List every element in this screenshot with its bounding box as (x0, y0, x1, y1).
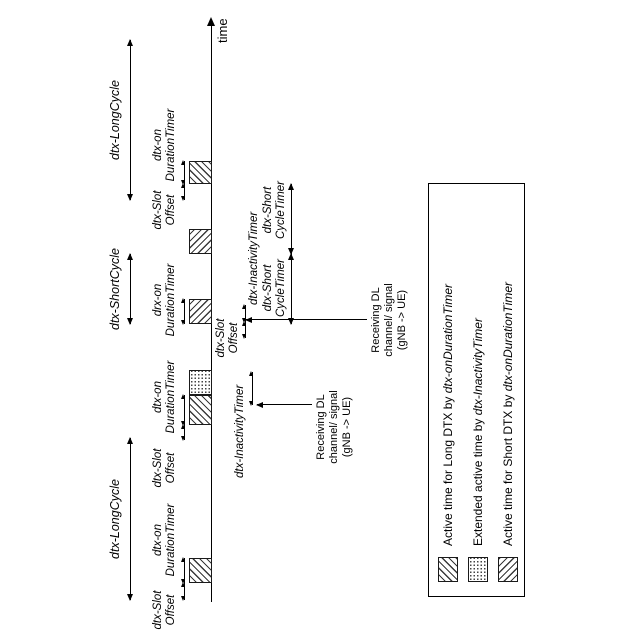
slot-offset-label-c-line1: dtx-Slot (215, 318, 227, 358)
legend-text-short-dtx-term: dtx-onDurationTimer (501, 282, 515, 392)
receiving-dl-callout-1 (315, 390, 355, 463)
long-cycle-left-label: dtx-LongCycle (108, 479, 122, 559)
short-cycle-timer-label-1 (262, 259, 288, 317)
short-cycle-timer-label-2 (262, 181, 288, 239)
short-cycle-label: dtx-ShortCycle (108, 248, 122, 330)
short-cycle-timer-label-2-line2: CycleTimer (275, 180, 288, 240)
on-duration-label-d (152, 361, 178, 434)
legend-text-short-dtx-prefix: Active time for Short DTX by (501, 391, 515, 546)
long-cycle-right-label: dtx-LongCycle (108, 80, 122, 160)
long-cycle-right-arrow (130, 40, 131, 200)
legend-text-extended-term: dtx-InactivityTimer (471, 318, 485, 416)
on-duration-label-e-line2: DurationTimer (165, 503, 178, 577)
slot-offset-span-a (184, 184, 185, 200)
slot-offset-span-c (245, 322, 246, 338)
long-cycle-left-arrow (130, 438, 131, 600)
on-duration-label-a-line2: DurationTimer (165, 108, 178, 182)
receiving-dl-arrow-1 (257, 404, 312, 405)
slot-offset-label-a (152, 191, 178, 230)
legend-text-long-dtx (441, 284, 455, 546)
slot-offset-label-d (152, 449, 178, 488)
short-cycle-timer-span-2 (291, 184, 292, 254)
on-duration-label-d-line1: dtx-on (152, 381, 164, 413)
legend-text-long-dtx-term: dtx-onDurationTimer (441, 284, 455, 394)
on-duration-label-c-line1: drx-on (152, 283, 164, 317)
on-duration-label-a (152, 109, 178, 182)
on-duration-label-e-line1: dtx-on (152, 524, 164, 556)
receiving-dl-arrow-2 (246, 319, 367, 320)
on-duration-span-e (184, 558, 185, 583)
legend-swatch-short-dtx-hatch-icon (498, 557, 518, 582)
slot-offset-span-e (184, 583, 185, 600)
short-cycle-timer-label-2-line1: dtx-Short (262, 186, 274, 234)
slot-offset-label-a-line2: Offset (165, 194, 178, 226)
slot-offset-label-d-line2: Offset (165, 452, 178, 484)
legend-text-extended (471, 318, 485, 546)
on-duration-block-long-2 (189, 395, 212, 425)
receiving-dl-1-line3: (gNB -> UE) (341, 396, 354, 458)
short-cycle-timer-span-1 (291, 254, 292, 324)
slot-offset-label-e-line1: dtx-Slot (152, 590, 164, 630)
short-cycle-timer-label-1-line1: dtx-Short (262, 264, 274, 312)
legend-swatch-extended-dots-icon (468, 557, 488, 582)
receiving-dl-2-line3: (gNB -> UE) (396, 289, 409, 351)
short-cycle-arrow (130, 254, 131, 324)
slot-offset-label-c-line2: Offset (228, 322, 241, 354)
on-duration-block-long-3 (189, 161, 212, 184)
slot-offset-span-d (184, 425, 185, 440)
on-duration-block-short-2 (189, 229, 212, 254)
time-axis-arrowhead-icon (207, 17, 215, 26)
legend-item-long-dtx (438, 284, 458, 582)
on-duration-label-a-line1: dtx-on (152, 129, 164, 161)
slot-offset-label-d-line1: dtx-Slot (152, 448, 164, 488)
slot-offset-label-e (152, 591, 178, 630)
on-duration-label-c (152, 264, 178, 337)
legend-text-short-dtx (501, 282, 515, 546)
slot-offset-label-e-line2: Offset (165, 594, 178, 626)
receiving-dl-1-line2: channel/ signal (328, 390, 341, 464)
short-cycle-timer-label-1-line2: CycleTimer (275, 258, 288, 318)
on-duration-block-short-1 (189, 299, 212, 324)
inactivity-timer-label-2: dtx-InactivityTimer (248, 211, 260, 305)
on-duration-span-c (184, 299, 185, 324)
legend-text-extended-prefix: Extended active time by (471, 415, 485, 546)
time-axis-label: time (215, 18, 230, 43)
legend-swatch-long-dtx-hatch-icon (438, 557, 458, 582)
legend-item-extended (468, 318, 488, 582)
slot-offset-label-a-line1: dtx-Slot (152, 190, 164, 230)
receiving-dl-2-line2: channel/ signal (383, 283, 396, 357)
inactivity-timer-span-1 (252, 372, 253, 405)
on-duration-label-d-line2: DurationTimer (165, 360, 178, 434)
on-duration-span-d (184, 395, 185, 425)
receiving-dl-callout-2 (370, 283, 410, 356)
on-duration-block-long-1 (189, 558, 212, 583)
legend-item-short-dtx (498, 282, 518, 582)
receiving-dl-2-line1: Receiving DL (370, 287, 382, 353)
receiving-dl-1-line1: Receiving DL (315, 394, 327, 460)
legend-box (428, 183, 525, 597)
on-duration-label-e (152, 504, 178, 577)
on-duration-label-c-line2: DurationTimer (165, 263, 178, 337)
slot-offset-label-c (215, 319, 241, 358)
legend-text-long-dtx-prefix: Active time for Long DTX by (441, 393, 455, 546)
extended-active-block (189, 370, 212, 395)
on-duration-span-a (184, 161, 185, 184)
inactivity-timer-label-1: dtx-InactivityTimer (234, 384, 246, 478)
